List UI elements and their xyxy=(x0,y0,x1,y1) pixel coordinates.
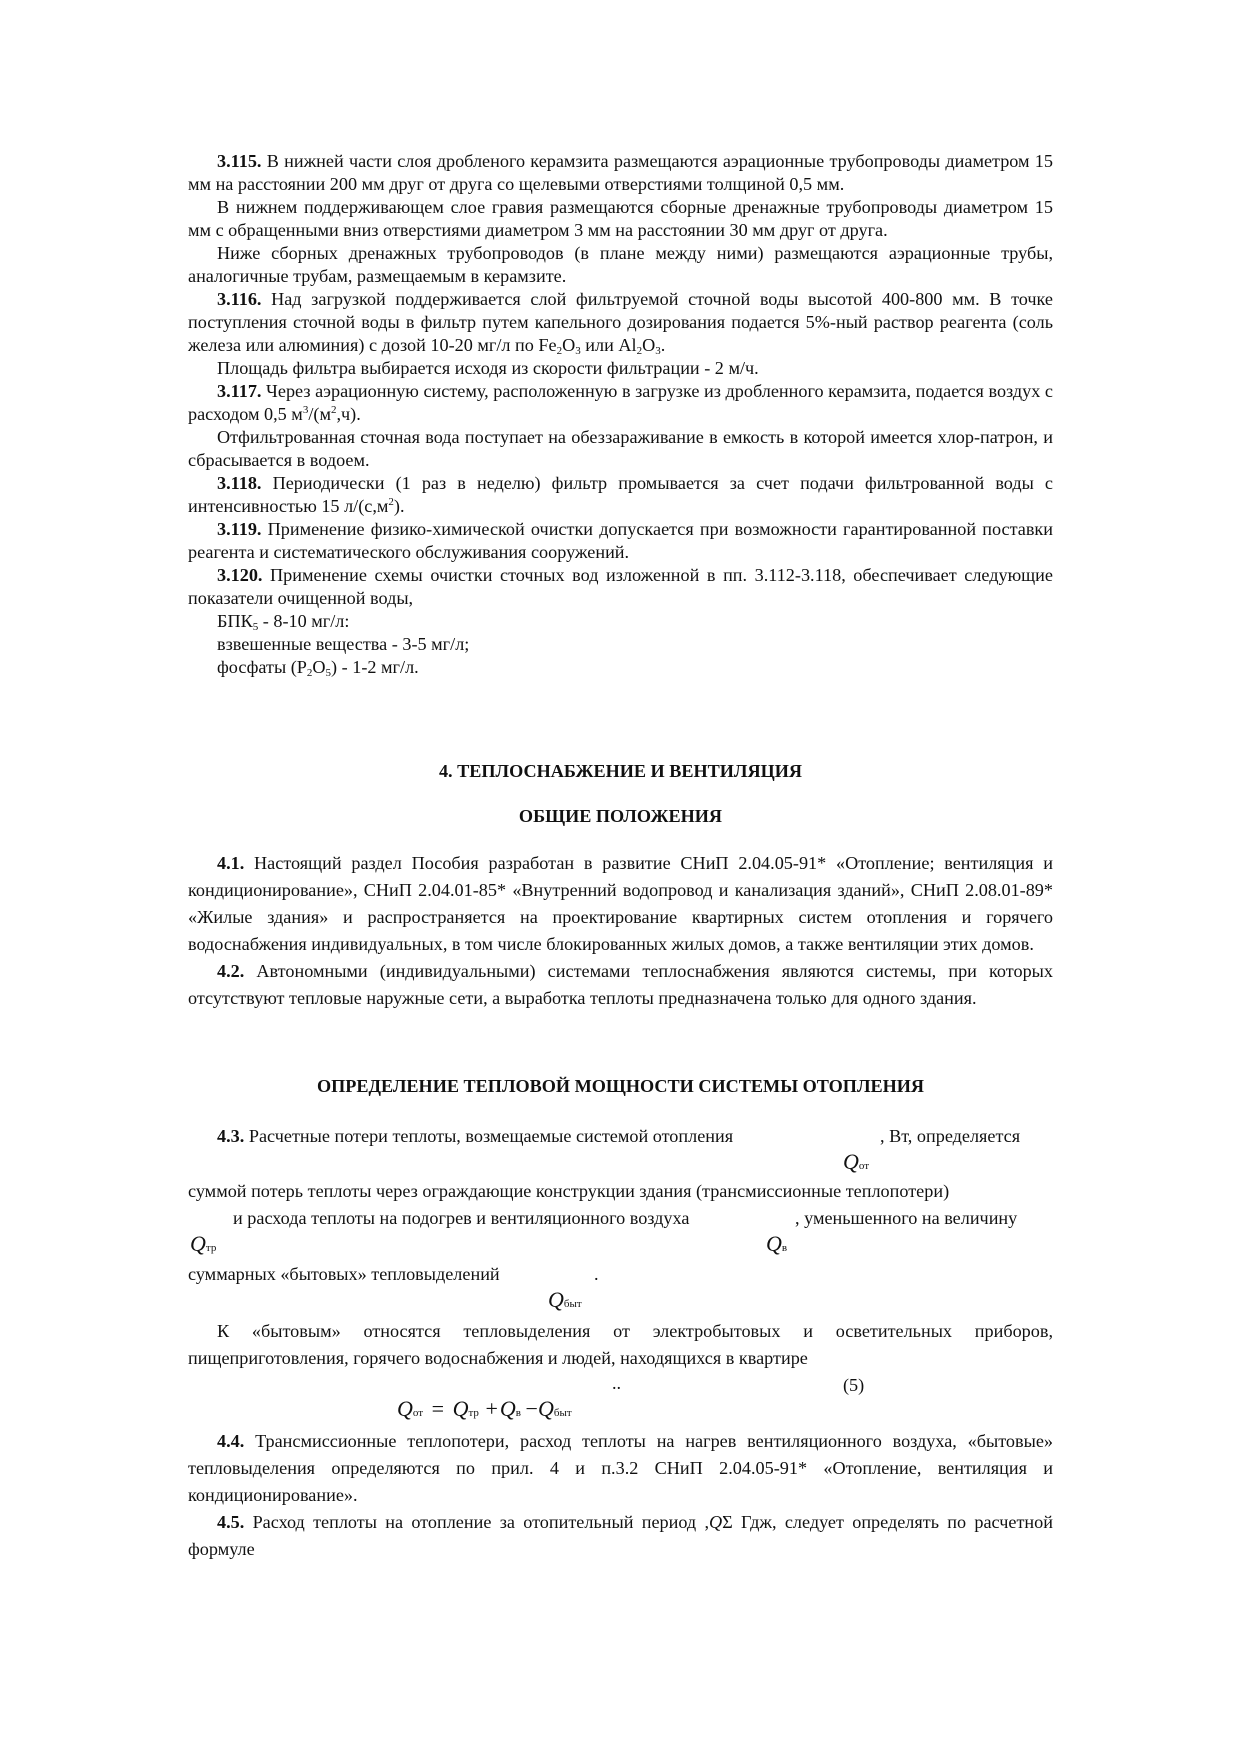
subsection-heading: ОПРЕДЕЛЕНИЕ ТЕПЛОВОЙ МОЩНОСТИ СИСТЕМЫ ОТОПЛЕНИЯ xyxy=(316,1076,925,1096)
text: фосфаты (P xyxy=(217,657,307,677)
q-subscript: тр xyxy=(468,1407,479,1419)
superscript: 2 xyxy=(330,404,337,416)
q-subscript: быт xyxy=(563,1298,582,1310)
paragraph-3-118 xyxy=(188,472,1053,518)
q-symbol: Q xyxy=(397,1396,413,1421)
text: ). xyxy=(393,496,405,516)
paragraph-4-3-b: К «бытовым» относятся тепловыделения от электробытовых и осветительных приборов, пищеприготовления, горячего водоснабжения и людей, находящихся в квартире xyxy=(188,1321,1053,1368)
paragraph-text: Расчетные потери теплоты, возмещаемые системой отопления xyxy=(244,1126,734,1146)
paragraph-4-3-tail: , Вт, определяется xyxy=(880,1126,1021,1146)
section-4-general xyxy=(188,850,1053,1012)
subscript: 2 xyxy=(636,345,643,357)
paragraph-3-115 xyxy=(188,150,1053,196)
equation-dots: .. xyxy=(612,1373,622,1393)
paragraph-number: 3.117. xyxy=(217,381,262,401)
q-subscript: тр xyxy=(205,1242,217,1254)
q-subscript: в xyxy=(781,1242,788,1254)
paragraph-text: Гдж, следует определять по расчетной формуле xyxy=(188,1512,1053,1559)
indicator-bpk xyxy=(188,610,1053,633)
paragraph-3-117-b: Отфильтрованная сточная вода поступает на обеззараживание в емкость в которой имеется хлор-патрон, и сбрасывается в водоем. xyxy=(188,427,1053,470)
paragraph-4-3-line-2: суммой потерь теплоты через ограждающие конструкции здания (трансмиссионные теплопотери) xyxy=(188,1181,950,1201)
paragraph-text: Трансмиссионные теплопотери, расход теплоты на нагрев вентиляционного воздуха, «бытовые» тепловыделения определяются по прил. 4 и п.3.2 СНиП 2.04.05-91* «Отопление, вентиляция и кондиционирование». xyxy=(188,1431,1053,1505)
subscript: 2 xyxy=(306,667,313,679)
paragraph-text: Периодически (1 раз в неделю) фильтр промывается за счет подачи фильтрованной воды с интенсивностью 15 л/(с,м xyxy=(188,473,1053,516)
q-tr-symbol xyxy=(190,1232,216,1260)
text: - 8-10 мг/л: xyxy=(258,611,350,631)
text: БПК xyxy=(217,611,253,631)
paragraph-3-117 xyxy=(188,380,1053,426)
paragraph-number: 4.5. xyxy=(217,1512,245,1532)
paragraph-text: Применение схемы очистки сточных вод изложенной в пп. 3.112-3.118, обеспечивает следующие показатели очищенной воды, xyxy=(188,565,1053,608)
section-heading: 4. ТЕПЛОСНАБЖЕНИЕ И ВЕНТИЛЯЦИЯ xyxy=(438,761,803,781)
paragraph-4-1 xyxy=(188,850,1053,958)
subscript: 2 xyxy=(556,345,563,357)
paragraph-3-119 xyxy=(188,518,1053,564)
q-symbol: Q xyxy=(537,1396,554,1421)
paragraph-3-116-b: Площадь фильтра выбирается исходя из скорости фильтрации - 2 м/ч. xyxy=(217,358,759,378)
subsection-heading: ОБЩИЕ ПОЛОЖЕНИЯ xyxy=(518,806,723,826)
q-symbol: Q xyxy=(843,1149,859,1174)
plus-sign: + xyxy=(485,1396,498,1421)
paragraph-4-3-line-4: суммарных «бытовых» тепловыделений xyxy=(188,1264,500,1284)
text: или Al xyxy=(580,335,637,355)
q-v-symbol xyxy=(766,1232,787,1260)
paragraph-number: 4.1. xyxy=(217,853,245,873)
equation-5 xyxy=(397,1394,572,1428)
paragraph-number: 3.119. xyxy=(217,519,262,539)
paragraph-number: 3.120. xyxy=(217,565,263,585)
paragraph-4-4 xyxy=(188,1428,1053,1509)
q-subscript: в xyxy=(515,1407,521,1419)
q-subscript: быт xyxy=(553,1407,572,1419)
paragraph-number: 3.115. xyxy=(217,151,262,171)
equals-sign: = xyxy=(431,1396,445,1421)
q-ot-symbol xyxy=(843,1150,869,1178)
q-subscript: от xyxy=(858,1160,870,1172)
indicator-suspended: взвешенные вещества - 3-5 мг/л; xyxy=(217,634,470,654)
period: . xyxy=(594,1264,599,1284)
q-symbol: Q xyxy=(452,1396,469,1421)
section-4-tail xyxy=(188,1428,1053,1563)
q-symbol: Q xyxy=(499,1396,516,1421)
paragraph-text: Расход теплоты на отопление за отопительный период , xyxy=(244,1512,710,1532)
q-byt-symbol xyxy=(548,1288,582,1316)
paragraph-4-3-line-3: и расхода теплоты на подогрев и вентиляционного воздуха xyxy=(233,1208,690,1228)
paragraph-3-116 xyxy=(188,288,1053,357)
paragraph-text: Автономными (индивидуальными) системами теплоснабжения являются системы, при которых отсутствуют тепловые наружные сети, а выработка теплоты предназначена только для одного здания. xyxy=(188,961,1053,1008)
text: O xyxy=(642,335,656,355)
sigma-symbol: Σ xyxy=(722,1512,733,1532)
paragraph-text: Настоящий раздел Пособия разработан в развитие СНиП 2.04.05-91* «Отопление; вентиляция и кондиционирование», СНиП 2.04.01-85* «Внутренний водопровод и канализация зданий», СНиП 2.08.01-89* «Жилые здания» и распространяется на проектирование квартирных систем отопления и горячего водоснабжения индивидуальных, в том числе блокированных жилых домов, а также вентиляции этих домов. xyxy=(188,853,1053,954)
equation-number: (5) xyxy=(843,1375,865,1395)
q-symbol: Q xyxy=(766,1231,782,1256)
paragraph-4-3-line-3b: , уменьшенного на величину xyxy=(795,1208,1018,1228)
q-subscript: от xyxy=(412,1407,424,1419)
paragraph-text: Через аэрационную систему, расположенную в загрузке из дробленного керамзита, подается воздух с расходом 0,5 м xyxy=(188,381,1053,424)
paragraph-4-3-b-block xyxy=(188,1318,1053,1372)
superscript: 3 xyxy=(302,404,309,416)
subscript: 3 xyxy=(655,345,661,357)
paragraph-number: 4.3. xyxy=(217,1126,245,1146)
text: ,ч). xyxy=(336,404,361,424)
paragraph-number: 3.116. xyxy=(217,289,262,309)
paragraph-3-120 xyxy=(188,564,1053,610)
subscript: 3 xyxy=(575,345,581,357)
paragraph-4-2 xyxy=(188,958,1053,1012)
text: . xyxy=(660,335,666,355)
paragraph-text: Применение физико-химической очистки допускается при возможности гарантированной поставки реагента и систематического обслуживания сооружений. xyxy=(188,519,1053,562)
subscript: 5 xyxy=(252,621,259,633)
q-symbol: Q xyxy=(548,1287,564,1312)
superscript: 2 xyxy=(388,496,394,508)
paragraph-4-5 xyxy=(188,1509,1053,1563)
paragraph-3-115-b: В нижнем поддерживающем слое гравия размещаются сборные дренажные трубопроводы диаметром 15 мм с обращенными вниз отверстиями диаметром 3 мм на расстоянии 30 мм друг от друга. xyxy=(188,197,1053,240)
text: O xyxy=(562,335,576,355)
paragraph-number: 3.118. xyxy=(217,473,262,493)
text: /(м xyxy=(308,404,331,424)
subscript: 5 xyxy=(325,667,332,679)
minus-sign: − xyxy=(525,1396,538,1421)
paragraph-4-3-line-1 xyxy=(217,1125,733,1148)
q-symbol: Q xyxy=(709,1512,723,1532)
paragraph-3-115-c: Ниже сборных дренажных трубопроводов (в плане между ними) размещаются аэрационные трубы, аналогичные трубам, размещаемым в керамзите. xyxy=(188,243,1053,286)
indicator-phosphates xyxy=(188,656,1053,679)
q-symbol: Q xyxy=(190,1231,206,1256)
text: O xyxy=(312,657,326,677)
paragraph-number: 4.4. xyxy=(217,1431,245,1451)
paragraph-number: 4.2. xyxy=(217,961,245,981)
paragraph-text: Над загрузкой поддерживается слой фильтруемой сточной воды высотой 400-800 мм. В точке поступления сточной воды в фильтр путем капельного дозирования подается 5%-ный раствор реагента (соль железа или алюминия) с дозой 10-20 мг/л по Fe xyxy=(188,289,1053,355)
section-3-text xyxy=(188,150,1053,679)
paragraph-text: В нижней части слоя дробленого керамзита размещаются аэрационные трубопроводы диаметром 15 мм на расстоянии 200 мм друг от друга со щелевыми отверстиями толщиной 0,5 мм. xyxy=(188,151,1053,194)
text: ) - 1-2 мг/л. xyxy=(331,657,419,677)
